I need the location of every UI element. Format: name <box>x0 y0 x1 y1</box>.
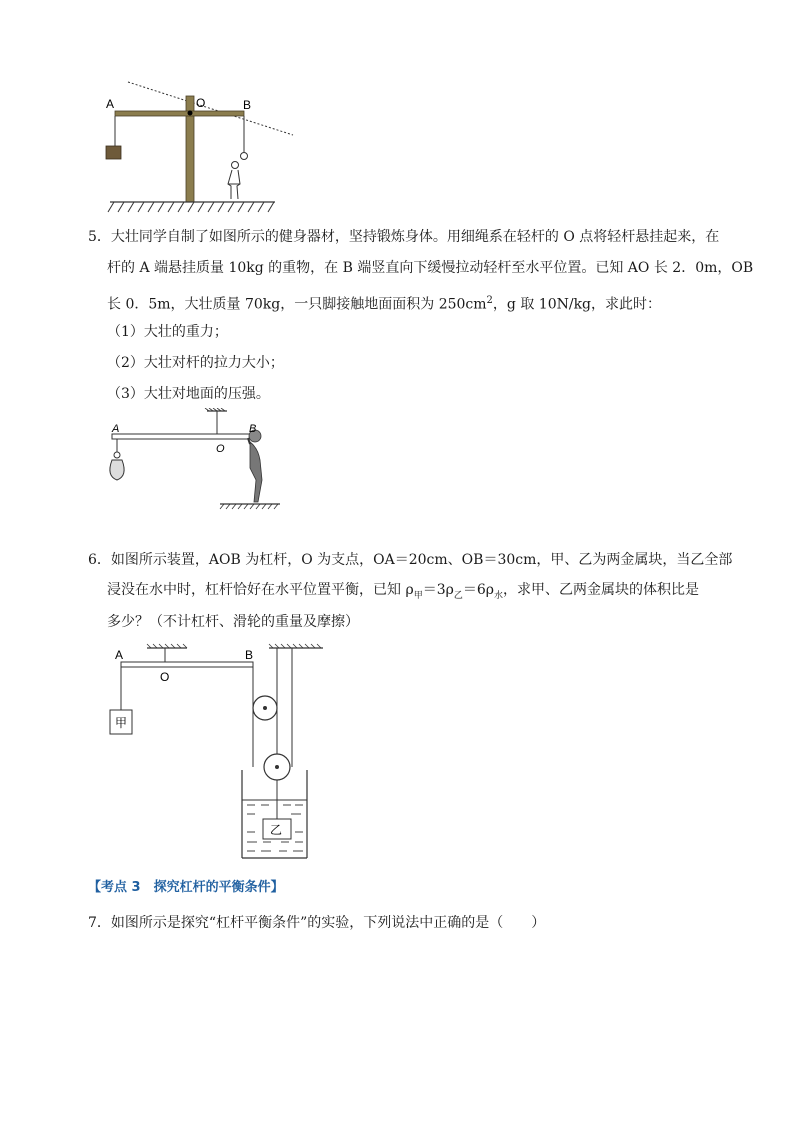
section-heading: 【考点 3 探究杠杆的平衡条件】 <box>88 880 284 895</box>
lever-fitness-figure <box>100 408 300 513</box>
q5-line2: 杆的 A 端悬挂质量 10kg 的重物，在 B 端竖直向下缓慢拉动轻杆至水平位置。已知 AO 长 2．0m，OB <box>107 260 754 276</box>
q5-sub1: （1）大壮的重力； <box>107 324 228 340</box>
q5-sub3: （3）大壮对地面的压强。 <box>107 386 270 402</box>
fig2-label-a: A <box>112 423 120 435</box>
fig3-label-b: B <box>245 648 254 662</box>
q6-line1: 6．如图所示装置，AOB 为杠杆，O 为支点，OA＝20cm、OB＝30cm，甲、乙为两金属块，当乙全部 <box>88 552 733 568</box>
fig2-label-b: B <box>249 423 257 435</box>
q6-line2 <box>107 580 699 606</box>
q6-sub-jia: 甲 <box>413 590 423 601</box>
fig1-label-b: B <box>243 98 252 112</box>
q6-line2-c: ＝6ρ <box>462 582 494 598</box>
q5-line3-b: ，g 取 10N/kg，求此时： <box>492 296 662 313</box>
q5-line3 <box>107 291 661 315</box>
q6-line2-b: ＝3ρ <box>422 582 454 598</box>
q5-sub2: （2）大壮对杆的拉力大小； <box>107 355 284 371</box>
block-jia-label: 甲 <box>115 716 128 730</box>
lever-pulley-figure <box>105 642 330 864</box>
q5-line1: 5．大壮同学自制了如图所示的健身器材，坚持锻炼身体。用细绳系在轻杆的 O 点将轻杆悬挂起来，在 <box>88 229 720 245</box>
fig3-label-o: O <box>160 670 170 684</box>
fig3-label-a: A <box>115 648 124 662</box>
q6-line3: 多少？（不计杠杆、滑轮的重量及摩擦） <box>107 614 359 630</box>
q7-line1: 7．如图所示是探究“杠杆平衡条件”的实验，下列说法中正确的是（ ） <box>88 915 546 931</box>
fig2-label-o: O <box>216 443 225 455</box>
lever-crane-figure <box>100 80 300 215</box>
q6-line2-d: ，求甲、乙两金属块的体积比是 <box>503 582 700 598</box>
fig1-label-a: A <box>106 97 115 111</box>
q6-sub-shui: 水 <box>494 590 504 601</box>
fig1-label-o: O <box>196 96 206 110</box>
q6-sub-yi: 乙 <box>453 590 463 601</box>
q6-line2-a: 浸没在水中时，杠杆恰好在水平位置平衡，已知 ρ <box>107 582 414 598</box>
q5-line3-sup: 2 <box>486 295 493 306</box>
q5-line3-a: 长 0．5m，大壮质量 70kg，一只脚接触地面面积为 250cm <box>107 296 487 313</box>
block-yi-label: 乙 <box>270 823 283 837</box>
